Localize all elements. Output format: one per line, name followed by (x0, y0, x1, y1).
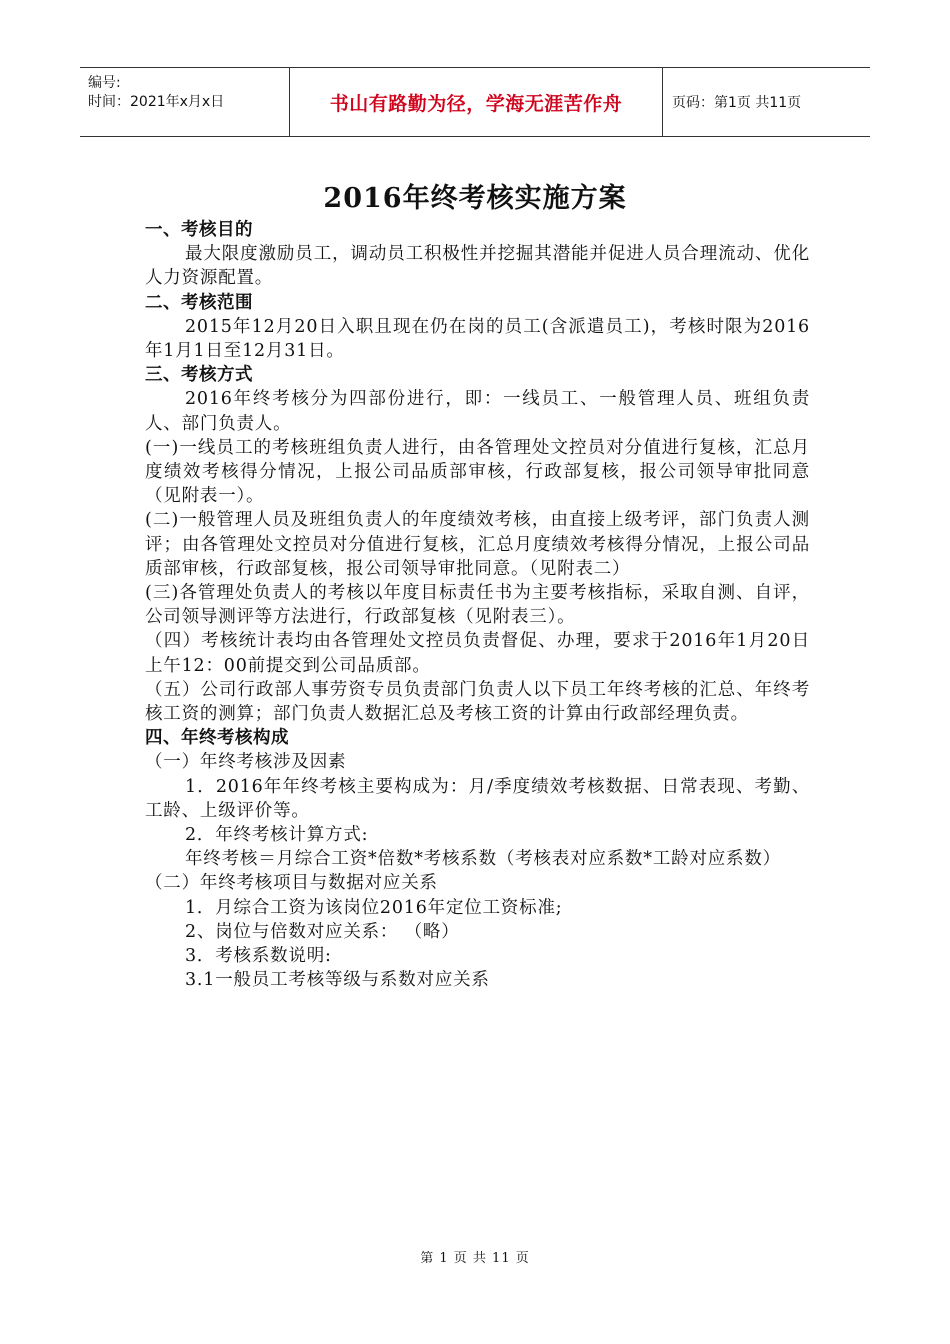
paragraph: 1．2016年年终考核主要构成为：月/季度绩效考核数据、日常表现、考勤、工龄、上级评价等。 (145, 776, 810, 821)
paragraph: 1．月综合工资为该岗位2016年定位工资标准; (185, 897, 563, 918)
paragraph: （四）考核统计表均由各管理处文控员负责督促、办理，要求于2016年1月20日上午12：00前提交到公司品质部。 (145, 631, 810, 676)
section-heading: 二、考核范围 (145, 292, 253, 313)
paragraph: 最大限度激励员工，调动员工积极性并挖掘其潜能并促进人员合理流动、优化人力资源配置。 (145, 244, 810, 289)
document-body (145, 218, 810, 993)
paragraph: （一）年终考核涉及因素 (145, 752, 347, 773)
paragraph: (二)一般管理人员及班组负责人的年度绩效考核，由直接上级考评，部门负责人测评；由各管理处文控员对分值进行复核，汇总月度绩效考核得分情况，上报公司品质部审核，行政部复核，报公司领导审批同意。（见附表二） (145, 510, 810, 579)
document-title: 2016年终考核实施方案 (323, 183, 627, 214)
paragraph: (一)一线员工的考核班组负责人进行，由各管理处文控员对分值进行复核，汇总月度绩效考核得分情况，上报公司品质部审核，行政部复核，报公司领导审批同意（见附表一）。 (145, 437, 810, 507)
page-footer: 第 1 页 共 11 页 (420, 1251, 530, 1266)
paragraph: 年终考核＝月综合工资*倍数*考核系数（考核表对应系数*工龄对应系数） (185, 849, 781, 870)
header-left-cell (80, 68, 290, 136)
paragraph: (三)各管理处负责人的考核以年度目标责任书为主要考核指标，采取自测、自评，公司领导测评等方法进行，行政部复核（见附表三）。 (145, 583, 810, 628)
header-table (80, 67, 870, 137)
paragraph: 3．考核系数说明: (185, 946, 332, 967)
paragraph: 2、岗位与倍数对应关系： （略） (185, 921, 460, 942)
paragraph: 3.1一般员工考核等级与系数对应关系 (185, 970, 490, 991)
page-info: 页码：第1页 共11页 (672, 95, 802, 111)
number-label: 编号: (88, 75, 121, 91)
paragraph: （五）公司行政部人事劳资专员负责部门负责人以下员工年终考核的汇总、年终考核工资的测算；部门负责人数据汇总及考核工资的计算由行政部经理负责。 (145, 679, 810, 725)
paragraph: （二）年终考核项目与数据对应关系 (145, 873, 438, 894)
section-heading: 四、年终考核构成 (145, 728, 289, 749)
section-heading: 一、考核目的 (145, 220, 253, 240)
paragraph: 2．年终考核计算方式: (185, 825, 369, 846)
paragraph: 2015年12月20日入职且现在仍在岗的员工(含派遣员工)，考核时限为2016年1月1日至12月31日。 (145, 316, 810, 362)
time-label: 时间：2021年x月x日 (88, 94, 225, 110)
paragraph: 2016年终考核分为四部份进行，即：一线员工、一般管理人员、班组负责人、部门负责人。 (145, 389, 810, 434)
motto: 书山有路勤为径，学海无涯苦作舟 (290, 68, 663, 136)
section-heading: 三、考核方式 (145, 365, 253, 386)
